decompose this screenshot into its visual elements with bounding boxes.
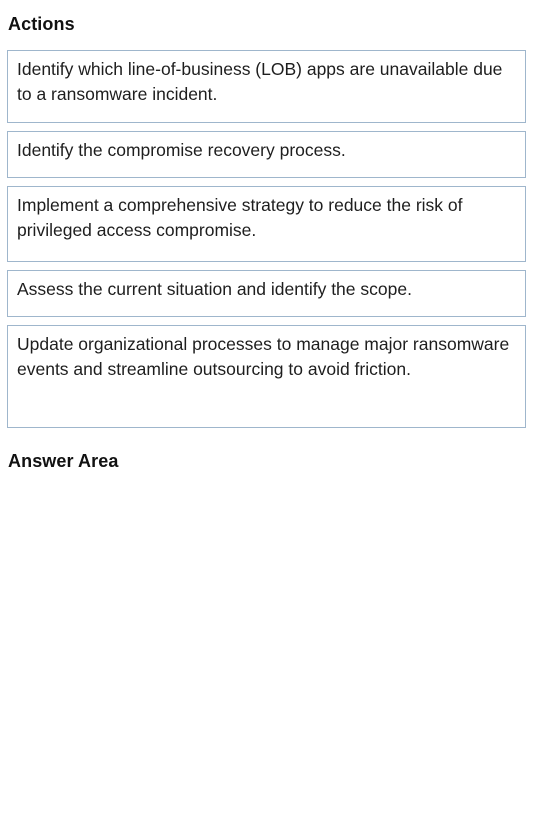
action-item-identify-recovery-process[interactable]: Identify the compromise recovery process. xyxy=(7,131,526,178)
actions-list xyxy=(7,50,526,436)
action-item-identify-lob-apps[interactable]: Identify which line-of-business (LOB) apps are unavailable due to a ransomware incident. xyxy=(7,50,526,123)
answer-area-heading: Answer Area xyxy=(8,451,119,471)
action-item-update-org-processes[interactable]: Update organizational processes to manage major ransomware events and streamline outsourcing to avoid friction. xyxy=(7,325,526,428)
actions-heading: Actions xyxy=(8,14,75,34)
action-item-implement-privileged-access-strategy[interactable]: Implement a comprehensive strategy to reduce the risk of privileged access compromise. xyxy=(7,186,526,262)
action-item-assess-situation-scope[interactable]: Assess the current situation and identify the scope. xyxy=(7,270,526,317)
answer-area-dropzone[interactable] xyxy=(0,485,550,822)
